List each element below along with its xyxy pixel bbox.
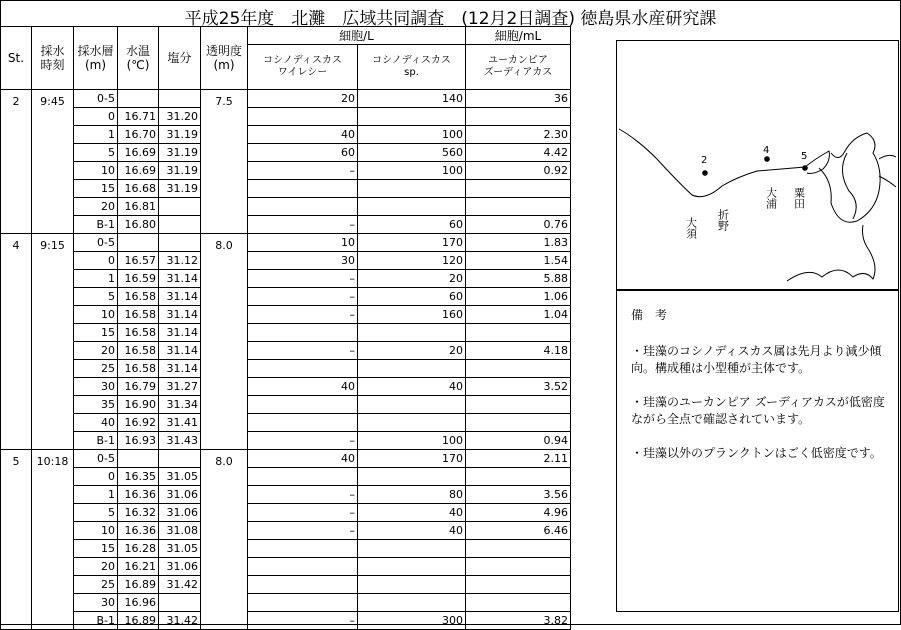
place-label-osu: 大須: [684, 217, 698, 239]
salinity-cell: [159, 450, 201, 468]
depth-cell: 0: [74, 252, 118, 270]
coscinodiscus-wailesii-cell: –: [248, 522, 358, 540]
eucampia-zodiacus-cell: [466, 468, 571, 486]
eucampia-zodiacus-cell: [466, 414, 571, 432]
depth-cell: 0-5: [74, 90, 118, 108]
depth-cell: 5: [74, 288, 118, 306]
temp-cell: 16.58: [118, 306, 159, 324]
temp-cell: 16.59: [118, 270, 159, 288]
station-label-5: 5: [801, 151, 808, 162]
coscinodiscus-wailesii-cell: [248, 414, 358, 432]
temp-cell: 16.92: [118, 414, 159, 432]
station-label-2: 2: [701, 155, 708, 166]
station-map: [616, 40, 899, 290]
eucampia-zodiacus-cell: [466, 324, 571, 342]
eucampia-zodiacus-cell: 3.52: [466, 378, 571, 396]
coscinodiscus-sp-cell: 60: [358, 216, 466, 234]
temp-cell: 16.57: [118, 252, 159, 270]
coscinodiscus-sp-cell: [358, 198, 466, 216]
coscinodiscus-wailesii-cell: –: [248, 504, 358, 522]
remark-note: ・珪藻のコシノディスカス属は先月より減少傾向。構成種は小型種が主体です。: [631, 344, 882, 375]
coscinodiscus-wailesii-cell: –: [248, 432, 358, 450]
eucampia-zodiacus-cell: 0.92: [466, 162, 571, 180]
temp-cell: 16.96: [118, 594, 159, 612]
depth-cell: 5: [74, 144, 118, 162]
coscinodiscus-wailesii-cell: 40: [248, 378, 358, 396]
salinity-cell: [159, 198, 201, 216]
coscinodiscus-wailesii-cell: –: [248, 486, 358, 504]
station-marker-5: [802, 165, 808, 171]
salinity-cell: [159, 90, 201, 108]
coscinodiscus-sp-cell: [358, 414, 466, 432]
eucampia-zodiacus-cell: [466, 576, 571, 594]
salinity-cell: 31.08: [159, 522, 201, 540]
salinity-cell: [159, 216, 201, 234]
table-row: [1, 432, 571, 450]
temp-cell: 16.58: [118, 288, 159, 306]
place-label-awata: 粟田: [792, 187, 806, 209]
place-label-orino: 折野: [716, 209, 730, 231]
depth-cell: 25: [74, 576, 118, 594]
table-row: [1, 270, 571, 288]
eucampia-zodiacus-cell: 0.76: [466, 216, 571, 234]
depth-cell: 25: [74, 360, 118, 378]
coscinodiscus-sp-cell: [358, 360, 466, 378]
temp-cell: 16.36: [118, 522, 159, 540]
table-row: [1, 414, 571, 432]
salinity-cell: 31.19: [159, 162, 201, 180]
header-station: St.: [1, 27, 32, 90]
coscinodiscus-wailesii-cell: –: [248, 270, 358, 288]
coscinodiscus-sp-cell: 160: [358, 306, 466, 324]
table-row: [1, 378, 571, 396]
eucampia-zodiacus-cell: [466, 396, 571, 414]
coscinodiscus-wailesii-cell: 40: [248, 126, 358, 144]
salinity-cell: 31.43: [159, 432, 201, 450]
eucampia-zodiacus-cell: 1.04: [466, 306, 571, 324]
coscinodiscus-sp-cell: [358, 324, 466, 342]
coscinodiscus-wailesii-cell: 20: [248, 90, 358, 108]
coscinodiscus-wailesii-cell: 60: [248, 144, 358, 162]
temp-cell: 16.79: [118, 378, 159, 396]
depth-cell: 20: [74, 558, 118, 576]
depth-cell: B-1: [74, 216, 118, 234]
table-row: [1, 342, 571, 360]
temp-cell: [118, 90, 159, 108]
salinity-cell: 31.05: [159, 540, 201, 558]
temp-cell: 16.68: [118, 180, 159, 198]
coscinodiscus-sp-cell: 120: [358, 252, 466, 270]
depth-cell: 10: [74, 306, 118, 324]
time-cell: 10:18: [32, 450, 74, 630]
header-coscinodiscus-wailesii: コシノディスカス ワイレシー: [248, 45, 358, 90]
eucampia-zodiacus-cell: 3.82: [466, 612, 571, 630]
depth-cell: 30: [74, 378, 118, 396]
table-row: [1, 522, 571, 540]
coscinodiscus-wailesii-cell: [248, 468, 358, 486]
coscinodiscus-sp-cell: 100: [358, 126, 466, 144]
table-row: [1, 594, 571, 612]
table-row: [1, 252, 571, 270]
eucampia-zodiacus-cell: [466, 198, 571, 216]
temp-cell: 16.58: [118, 360, 159, 378]
eucampia-zodiacus-cell: [466, 108, 571, 126]
coscinodiscus-wailesii-cell: 10: [248, 234, 358, 252]
salinity-cell: 31.06: [159, 558, 201, 576]
coastline-inner: [842, 153, 856, 219]
table-row: [1, 306, 571, 324]
table-row: [1, 324, 571, 342]
temp-cell: 16.90: [118, 396, 159, 414]
coscinodiscus-wailesii-cell: –: [248, 288, 358, 306]
coscinodiscus-sp-cell: [358, 540, 466, 558]
salinity-cell: 31.19: [159, 126, 201, 144]
eucampia-zodiacus-cell: [466, 594, 571, 612]
coscinodiscus-sp-cell: 40: [358, 522, 466, 540]
temp-cell: 16.89: [118, 576, 159, 594]
place-label-oura: 大浦: [764, 187, 778, 209]
eucampia-zodiacus-cell: 5.88: [466, 270, 571, 288]
depth-cell: 0: [74, 468, 118, 486]
coscinodiscus-wailesii-cell: –: [248, 162, 358, 180]
temp-cell: 16.35: [118, 468, 159, 486]
time-cell: 9:15: [32, 234, 74, 450]
eucampia-zodiacus-cell: 4.42: [466, 144, 571, 162]
temp-cell: 16.93: [118, 432, 159, 450]
remark-note: ・珪藻のユーカンピア ズーディアカスが低密度ながら全点で確認されています。: [631, 395, 885, 426]
eucampia-zodiacus-cell: 2.11: [466, 450, 571, 468]
salinity-cell: 31.27: [159, 378, 201, 396]
eucampia-zodiacus-cell: [466, 180, 571, 198]
table-row: [1, 504, 571, 522]
depth-cell: 15: [74, 180, 118, 198]
station-marker-2: [702, 170, 708, 176]
eucampia-zodiacus-cell: 0.94: [466, 432, 571, 450]
coscinodiscus-wailesii-cell: [248, 576, 358, 594]
temp-cell: 16.28: [118, 540, 159, 558]
coscinodiscus-wailesii-cell: [248, 540, 358, 558]
header-salinity: 塩分: [159, 27, 201, 90]
survey-table: [0, 26, 571, 630]
coscinodiscus-sp-cell: 40: [358, 378, 466, 396]
temp-cell: [118, 234, 159, 252]
table-row: [1, 90, 571, 108]
depth-cell: 1: [74, 126, 118, 144]
coscinodiscus-wailesii-cell: –: [248, 306, 358, 324]
temp-cell: 16.58: [118, 342, 159, 360]
depth-cell: 10: [74, 522, 118, 540]
coastline-south: [787, 225, 875, 281]
salinity-cell: 31.14: [159, 324, 201, 342]
coscinodiscus-wailesii-cell: [248, 396, 358, 414]
coscinodiscus-sp-cell: 40: [358, 504, 466, 522]
coscinodiscus-sp-cell: [358, 180, 466, 198]
header-coscinodiscus-sp: コシノディスカス sp.: [358, 45, 466, 90]
coscinodiscus-sp-cell: 170: [358, 450, 466, 468]
table-row: [1, 198, 571, 216]
salinity-cell: [159, 594, 201, 612]
salinity-cell: 31.20: [159, 108, 201, 126]
station-cell: 5: [1, 450, 32, 630]
salinity-cell: 31.41: [159, 414, 201, 432]
coscinodiscus-sp-cell: 560: [358, 144, 466, 162]
coscinodiscus-wailesii-cell: [248, 324, 358, 342]
header-eucampia-zodiacus: ユーカンピア ズーディアカス: [466, 45, 571, 90]
table-row: [1, 162, 571, 180]
salinity-cell: 31.14: [159, 360, 201, 378]
coscinodiscus-sp-cell: [358, 396, 466, 414]
coastline-peninsula: [819, 133, 880, 222]
table-row: [1, 468, 571, 486]
salinity-cell: 31.06: [159, 486, 201, 504]
header-cells-per-ml: 細胞/mL: [466, 27, 571, 45]
temp-cell: [118, 450, 159, 468]
transparency-cell: 8.0: [201, 234, 248, 450]
eucampia-zodiacus-cell: [466, 360, 571, 378]
remarks-title: 備 考: [631, 308, 668, 322]
salinity-cell: 31.06: [159, 504, 201, 522]
coscinodiscus-wailesii-cell: 30: [248, 252, 358, 270]
coastline-east: [879, 155, 896, 187]
depth-cell: 30: [74, 594, 118, 612]
temp-cell: 16.36: [118, 486, 159, 504]
salinity-cell: 31.14: [159, 270, 201, 288]
temp-cell: 16.32: [118, 504, 159, 522]
eucampia-zodiacus-cell: 4.18: [466, 342, 571, 360]
table-row: [1, 540, 571, 558]
table-row: [1, 396, 571, 414]
salinity-cell: 31.14: [159, 288, 201, 306]
table-row: [1, 216, 571, 234]
transparency-cell: 7.5: [201, 90, 248, 234]
depth-cell: 0-5: [74, 234, 118, 252]
depth-cell: B-1: [74, 612, 118, 630]
salinity-cell: 31.14: [159, 342, 201, 360]
table-row: [1, 180, 571, 198]
station-cell: 4: [1, 234, 32, 450]
coscinodiscus-wailesii-cell: –: [248, 216, 358, 234]
eucampia-zodiacus-cell: 36: [466, 90, 571, 108]
depth-cell: 0-5: [74, 450, 118, 468]
coscinodiscus-sp-cell: 80: [358, 486, 466, 504]
depth-cell: 20: [74, 342, 118, 360]
temp-cell: 16.80: [118, 216, 159, 234]
depth-cell: 1: [74, 270, 118, 288]
remark-note: ・珪藻以外のプランクトンはごく低密度です。: [631, 446, 882, 460]
coscinodiscus-sp-cell: [358, 108, 466, 126]
coscinodiscus-sp-cell: [358, 594, 466, 612]
station-marker-4: [764, 156, 770, 162]
salinity-cell: 31.19: [159, 144, 201, 162]
temp-cell: 16.70: [118, 126, 159, 144]
eucampia-zodiacus-cell: 3.56: [466, 486, 571, 504]
transparency-cell: 8.0: [201, 450, 248, 630]
eucampia-zodiacus-cell: 2.30: [466, 126, 571, 144]
remarks-panel: [616, 290, 899, 612]
eucampia-zodiacus-cell: 6.46: [466, 522, 571, 540]
depth-cell: 15: [74, 324, 118, 342]
coscinodiscus-sp-cell: 300: [358, 612, 466, 630]
temp-cell: 16.71: [118, 108, 159, 126]
header-temp: 水温 (℃): [118, 27, 159, 90]
depth-cell: 15: [74, 540, 118, 558]
coscinodiscus-wailesii-cell: [248, 594, 358, 612]
eucampia-zodiacus-cell: [466, 558, 571, 576]
depth-cell: 10: [74, 162, 118, 180]
coscinodiscus-wailesii-cell: 40: [248, 450, 358, 468]
temp-cell: 16.69: [118, 162, 159, 180]
station-label-4: 4: [763, 145, 770, 156]
coastline-map: [617, 41, 898, 289]
temp-cell: 16.81: [118, 198, 159, 216]
table-row: [1, 126, 571, 144]
table-row: [1, 144, 571, 162]
page-title: 平成25年度 北灘 広域共同調査 (12月2日調査) 徳島県水産研究課: [184, 9, 717, 29]
table-row: [1, 486, 571, 504]
station-cell: 2: [1, 90, 32, 234]
coscinodiscus-sp-cell: 170: [358, 234, 466, 252]
depth-cell: 40: [74, 414, 118, 432]
depth-cell: 5: [74, 504, 118, 522]
eucampia-zodiacus-cell: 1.83: [466, 234, 571, 252]
depth-cell: 0: [74, 108, 118, 126]
coscinodiscus-wailesii-cell: [248, 198, 358, 216]
salinity-cell: 31.12: [159, 252, 201, 270]
salinity-cell: 31.05: [159, 468, 201, 486]
coscinodiscus-wailesii-cell: –: [248, 612, 358, 630]
eucampia-zodiacus-cell: [466, 540, 571, 558]
table-row: [1, 360, 571, 378]
coscinodiscus-wailesii-cell: [248, 180, 358, 198]
header-depth: 採水層 (m): [74, 27, 118, 90]
salinity-cell: [159, 234, 201, 252]
table-row: [1, 288, 571, 306]
salinity-cell: 31.34: [159, 396, 201, 414]
table-row: [1, 450, 571, 468]
coscinodiscus-sp-cell: 60: [358, 288, 466, 306]
header-transparency: 透明度 (m): [201, 27, 248, 90]
table-row: [1, 558, 571, 576]
temp-cell: 16.21: [118, 558, 159, 576]
temp-cell: 16.69: [118, 144, 159, 162]
table-row: [1, 612, 571, 630]
table-row: [1, 234, 571, 252]
coscinodiscus-sp-cell: 20: [358, 270, 466, 288]
header-cells-per-l: 細胞/L: [248, 27, 466, 45]
temp-cell: 16.89: [118, 612, 159, 630]
depth-cell: 1: [74, 486, 118, 504]
coscinodiscus-wailesii-cell: –: [248, 342, 358, 360]
eucampia-zodiacus-cell: 4.96: [466, 504, 571, 522]
coscinodiscus-wailesii-cell: [248, 558, 358, 576]
coscinodiscus-sp-cell: [358, 558, 466, 576]
coscinodiscus-sp-cell: [358, 468, 466, 486]
table-row: [1, 576, 571, 594]
coscinodiscus-sp-cell: [358, 576, 466, 594]
depth-cell: 35: [74, 396, 118, 414]
depth-cell: B-1: [74, 432, 118, 450]
header-time: 採水 時刻: [32, 27, 74, 90]
coscinodiscus-sp-cell: 20: [358, 342, 466, 360]
temp-cell: 16.58: [118, 324, 159, 342]
eucampia-zodiacus-cell: 1.06: [466, 288, 571, 306]
time-cell: 9:45: [32, 90, 74, 234]
depth-cell: 20: [74, 198, 118, 216]
salinity-cell: 31.42: [159, 612, 201, 630]
salinity-cell: 31.19: [159, 180, 201, 198]
coscinodiscus-wailesii-cell: [248, 360, 358, 378]
table-row: [1, 108, 571, 126]
coscinodiscus-sp-cell: 100: [358, 432, 466, 450]
coscinodiscus-sp-cell: 100: [358, 162, 466, 180]
eucampia-zodiacus-cell: 1.54: [466, 252, 571, 270]
salinity-cell: 31.42: [159, 576, 201, 594]
coscinodiscus-sp-cell: 140: [358, 90, 466, 108]
coscinodiscus-wailesii-cell: [248, 108, 358, 126]
salinity-cell: 31.14: [159, 306, 201, 324]
